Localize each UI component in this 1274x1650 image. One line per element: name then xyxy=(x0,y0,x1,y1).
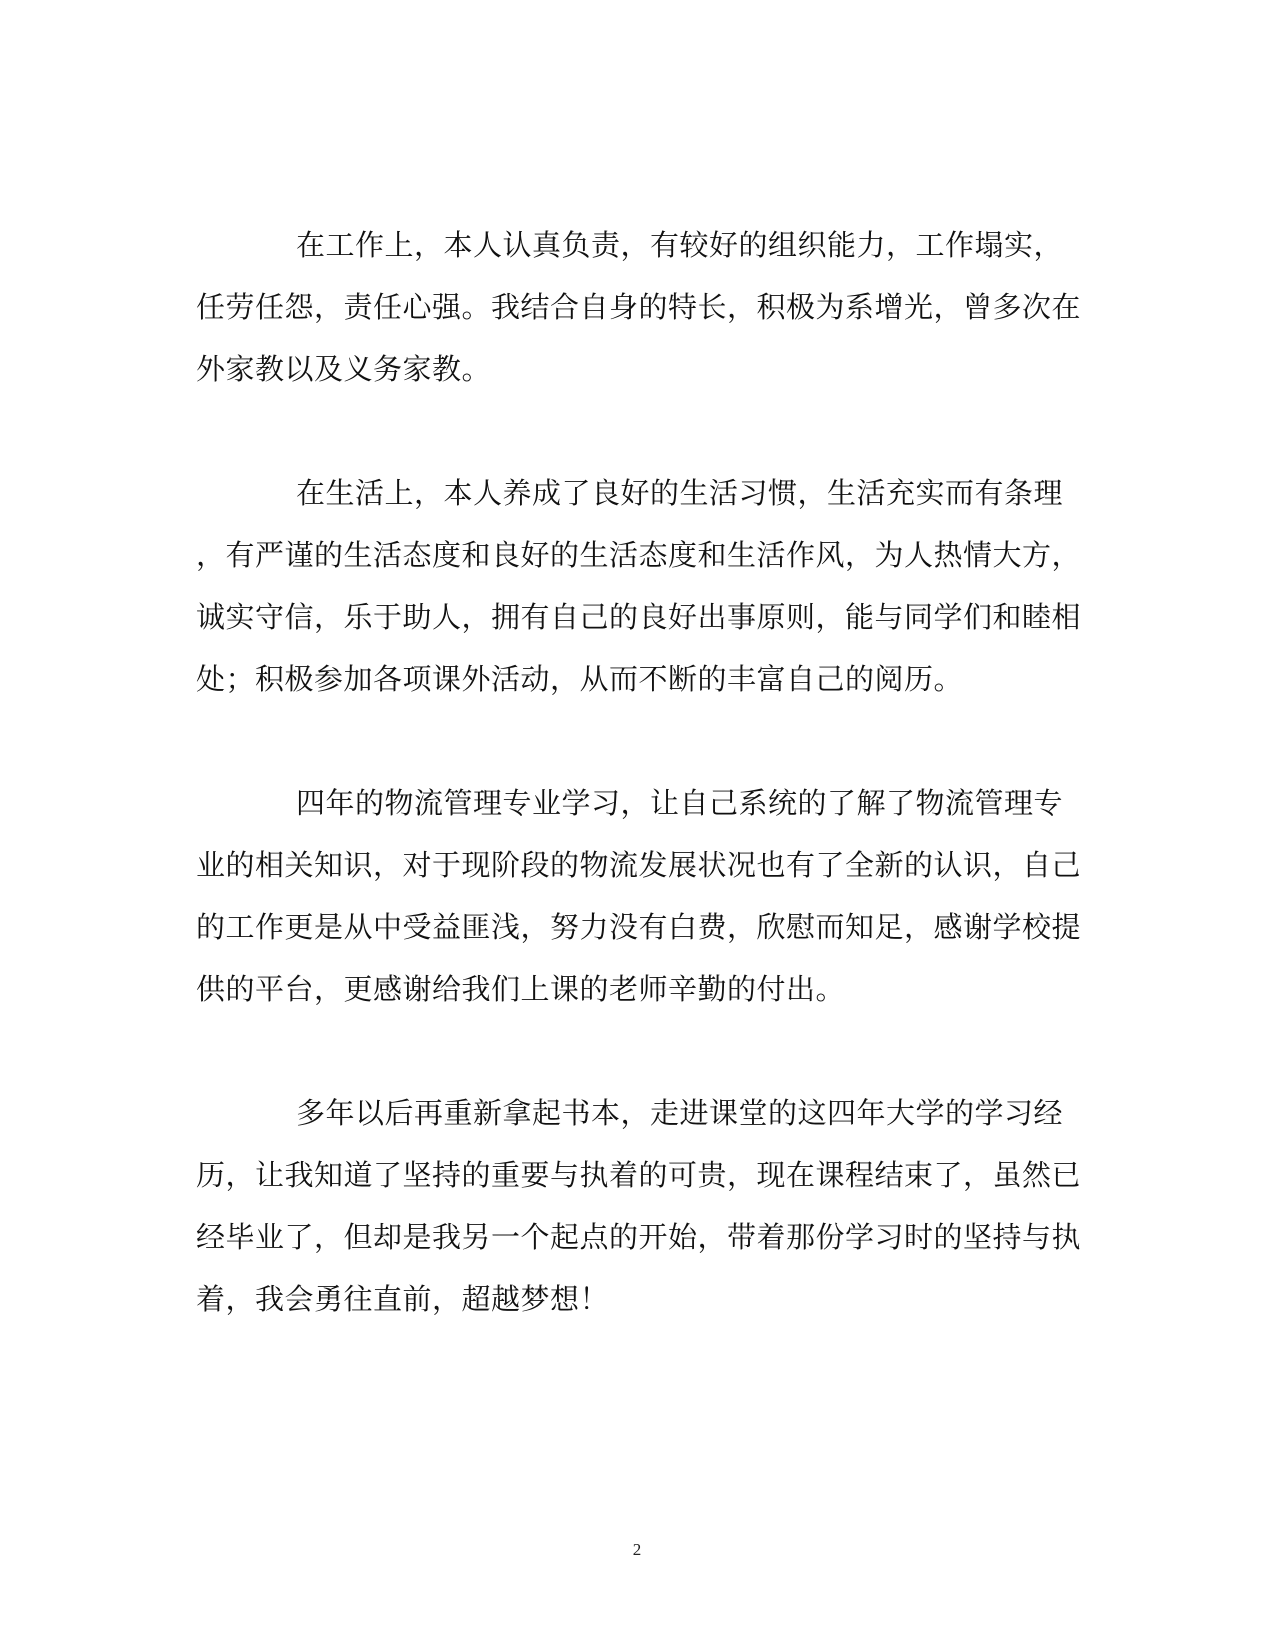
paragraph-line: 着，我会勇往直前，超越梦想！ xyxy=(196,1282,610,1316)
paragraph-line: 四年的物流管理专业学习，让自己系统的了解了物流管理专 xyxy=(296,786,1064,820)
paragraph-line: 历，让我知道了坚持的重要与执着的可贵，现在课程结束了，虽然已 xyxy=(196,1158,1082,1192)
paragraph-line: 在生活上，本人养成了良好的生活习惯，生活充实而有条理 xyxy=(296,476,1064,510)
paragraph-line: 业的相关知识，对于现阶段的物流发展状况也有了全新的认识，自己 xyxy=(196,848,1082,882)
paragraph-line: ，有严谨的生活态度和良好的生活态度和生活作风，为人热情大方， xyxy=(196,538,1082,572)
paragraph-line: 外家教以及义务家教。 xyxy=(196,352,492,386)
paragraph-line: 处；积极参加各项课外活动，从而不断的丰富自己的阅历。 xyxy=(196,662,964,696)
paragraph-line: 任劳任怨，责任心强。我结合自身的特长，积极为系增光，曾多次在 xyxy=(196,290,1082,324)
paragraph-line: 经毕业了，但却是我另一个起点的开始，带着那份学习时的坚持与执 xyxy=(196,1220,1082,1254)
paragraph-line: 的工作更是从中受益匪浅，努力没有白费，欣慰而知足，感谢学校提 xyxy=(196,910,1082,944)
paragraph-line: 诚实守信，乐于助人，拥有自己的良好出事原则，能与同学们和睦相 xyxy=(196,600,1082,634)
paragraph-line: 在工作上，本人认真负责，有较好的组织能力，工作塌实， xyxy=(296,228,1064,262)
paragraph-line: 多年以后再重新拿起书本，走进课堂的这四年大学的学习经 xyxy=(296,1096,1064,1130)
page-number: 2 xyxy=(632,1540,642,1559)
paragraph-line: 供的平台，更感谢给我们上课的老师辛勤的付出。 xyxy=(196,972,846,1006)
